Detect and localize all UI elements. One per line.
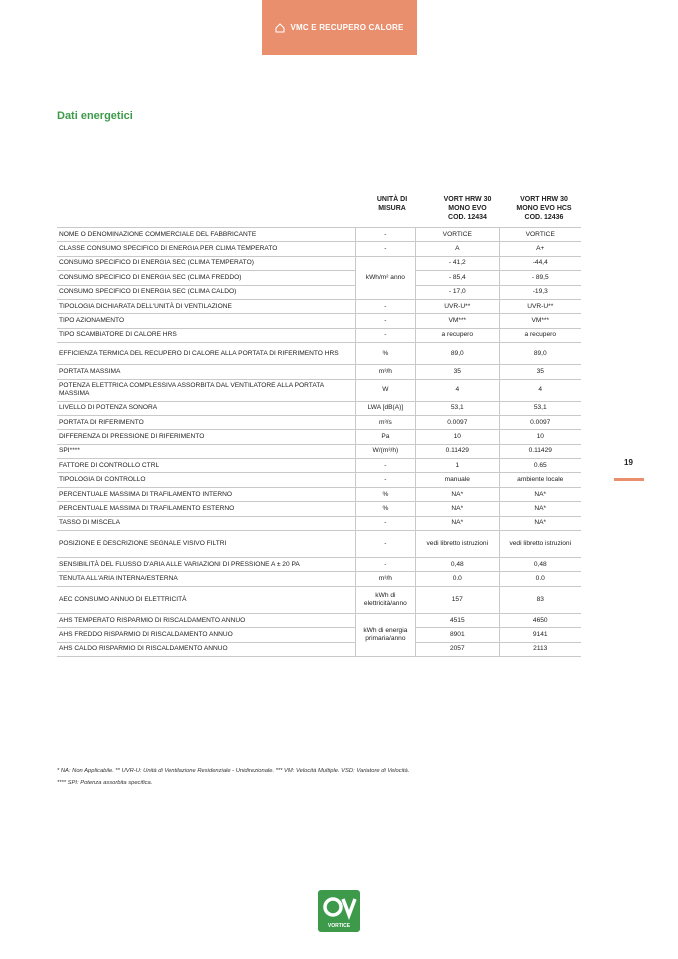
row-label: LIVELLO DI POTENZA SONORA	[57, 401, 355, 415]
model1-code: COD. 12434	[448, 214, 487, 221]
row-value-model1: 0.11429	[416, 444, 499, 458]
row-label: POSIZIONE E DESCRIZIONE SEGNALE VISIVO FILTRI	[57, 531, 355, 558]
row-unit: Pa	[355, 430, 415, 444]
row-value-model1: 89,0	[416, 343, 499, 365]
model2-code: COD. 12436	[524, 214, 564, 221]
row-value-model1: 1	[416, 459, 499, 473]
row-unit: -	[355, 473, 415, 487]
row-value-model1: 4	[416, 379, 499, 401]
row-unit: %	[355, 502, 415, 516]
row-unit: kWh/m² anno	[355, 256, 415, 299]
row-unit: m³/h	[355, 365, 415, 379]
row-unit: -	[355, 314, 415, 328]
table-row	[57, 365, 581, 379]
table-row	[57, 328, 581, 342]
table-row	[57, 531, 581, 558]
row-label: TENUTA ALL'ARIA INTERNA/ESTERNA	[57, 572, 355, 586]
row-value-model2: 0,48	[499, 558, 581, 572]
table-row	[57, 285, 581, 299]
row-label: AHS CALDO RISPARMIO DI RISCALDAMENTO ANNUO	[57, 642, 355, 656]
row-value-model2: vedi libretto istruzioni	[499, 531, 581, 558]
row-label: AHS TEMPERATO RISPARMIO DI RISCALDAMENTO ANNUO	[57, 613, 355, 627]
table-row	[57, 444, 581, 458]
row-value-model2: -44,4	[499, 256, 581, 270]
row-value-model2: 53,1	[499, 401, 581, 415]
row-unit: -	[355, 558, 415, 572]
row-label: AEC CONSUMO ANNUO DI ELETTRICITÀ	[57, 586, 355, 613]
row-label: SPI****	[57, 444, 355, 458]
table-row	[57, 473, 581, 487]
row-value-model1: 10	[416, 430, 499, 444]
row-value-model1: VORTICE	[416, 228, 499, 242]
table-row	[57, 642, 581, 656]
energy-data-table	[57, 227, 581, 657]
page-number-accent	[614, 478, 644, 481]
row-label: FATTORE DI CONTROLLO CTRL	[57, 459, 355, 473]
row-value-model1: 0.0097	[416, 415, 499, 429]
row-value-model1: 2057	[416, 642, 499, 656]
row-value-model1: 4515	[416, 613, 499, 627]
row-label: NOME O DENOMINAZIONE COMMERCIALE DEL FABBRICANTE	[57, 228, 355, 242]
section-tab-label: VMC E RECUPERO CALORE	[290, 23, 404, 32]
model1-variant: MONO EVO	[448, 205, 487, 212]
row-unit: -	[355, 242, 415, 256]
row-value-model2: 35	[499, 365, 581, 379]
logo-text: VORTICE	[327, 923, 351, 929]
row-label: POTENZA ELETTRICA COMPLESSIVA ASSORBITA DAL VENTILATORE ALLA PORTATA MASSIMA	[57, 379, 355, 401]
row-value-model2: 4	[499, 379, 581, 401]
row-label: EFFICIENZA TERMICA DEL RECUPERO DI CALORE ALLA PORTATA DI RIFERIMENTO HRS	[57, 343, 355, 365]
row-value-model1: - 17,0	[416, 285, 499, 299]
row-unit: -	[355, 228, 415, 242]
row-unit: LWA [dB(A)]	[355, 401, 415, 415]
model2-column-header	[505, 195, 583, 222]
row-value-model2: 2113	[499, 642, 581, 656]
row-unit: %	[355, 343, 415, 365]
table-row	[57, 459, 581, 473]
row-value-model2: 0.0	[499, 572, 581, 586]
row-value-model2: UVR-U**	[499, 299, 581, 313]
row-label: CONSUMO SPECIFICO DI ENERGIA SEC (CLIMA TEMPERATO)	[57, 256, 355, 270]
row-unit: %	[355, 487, 415, 501]
row-value-model1: NA*	[416, 487, 499, 501]
row-value-model2: 83	[499, 586, 581, 613]
table-row	[57, 343, 581, 365]
row-value-model1: VM***	[416, 314, 499, 328]
row-value-model2: 89,0	[499, 343, 581, 365]
table-row	[57, 299, 581, 313]
row-unit: kWh di elettricità/anno	[355, 586, 415, 613]
row-value-model1: NA*	[416, 502, 499, 516]
table-row	[57, 516, 581, 530]
table-row	[57, 401, 581, 415]
table-row	[57, 430, 581, 444]
row-label: PORTATA MASSIMA	[57, 365, 355, 379]
section-tab	[262, 0, 417, 55]
table-row	[57, 379, 581, 401]
row-label: CONSUMO SPECIFICO DI ENERGIA SEC (CLIMA FREDDO)	[57, 271, 355, 285]
row-unit: -	[355, 459, 415, 473]
row-unit: -	[355, 516, 415, 530]
row-value-model1: manuale	[416, 473, 499, 487]
row-value-model1: UVR-U**	[416, 299, 499, 313]
row-label: CLASSE CONSUMO SPECIFICO DI ENERGIA PER CLIMA TEMPERATO	[57, 242, 355, 256]
row-label: TIPO SCAMBIATORE DI CALORE HRS	[57, 328, 355, 342]
row-label: PERCENTUALE MASSIMA DI TRAFILAMENTO INTERNO	[57, 487, 355, 501]
row-value-model1: - 85,4	[416, 271, 499, 285]
table-row	[57, 256, 581, 270]
row-label: AHS FREDDO RISPARMIO DI RISCALDAMENTO ANNUO	[57, 628, 355, 642]
footnote-1: * NA: Non Applicabile. ** UVR-U: Unità di Ventilazione Residenziale - Unidirezionale. *** VM: Velocità Multiple. VSD: Variatore di Velocità.	[57, 768, 410, 774]
row-value-model1: 0.0	[416, 572, 499, 586]
table-row	[57, 228, 581, 242]
row-value-model1: 0,48	[416, 558, 499, 572]
table-row	[57, 558, 581, 572]
row-value-model1: - 41,2	[416, 256, 499, 270]
row-unit: W/(m³/h)	[355, 444, 415, 458]
row-value-model2: 0.11429	[499, 444, 581, 458]
row-label: PERCENTUALE MASSIMA DI TRAFILAMENTO ESTERNO	[57, 502, 355, 516]
row-value-model1: A	[416, 242, 499, 256]
table-row	[57, 314, 581, 328]
table-row	[57, 502, 581, 516]
model1-column-header	[430, 195, 505, 222]
row-value-model2: A+	[499, 242, 581, 256]
page-title: Dati energetici	[57, 110, 133, 122]
page-number: 19	[624, 458, 633, 467]
row-label: PORTATA DI RIFERIMENTO	[57, 415, 355, 429]
row-label: TASSO DI MISCELA	[57, 516, 355, 530]
row-value-model2: VORTICE	[499, 228, 581, 242]
row-value-model2: -19,3	[499, 285, 581, 299]
footnotes	[57, 765, 409, 789]
row-label: DIFFERENZA DI PRESSIONE DI RIFERIMENTO	[57, 430, 355, 444]
table-row	[57, 572, 581, 586]
row-label: TIPOLOGIA DICHIARATA DELL'UNITÀ DI VENTILAZIONE	[57, 299, 355, 313]
table-row	[57, 586, 581, 613]
model2-name: VORT HRW 30	[520, 196, 568, 203]
row-value-model2: 0.65	[499, 459, 581, 473]
row-value-model1: vedi libretto istruzioni	[416, 531, 499, 558]
vortice-logo	[318, 890, 360, 932]
row-unit: -	[355, 531, 415, 558]
row-value-model2: ambiente locale	[499, 473, 581, 487]
model1-name: VORT HRW 30	[443, 196, 492, 203]
unit-column-header	[352, 195, 432, 213]
row-value-model1: 35	[416, 365, 499, 379]
model2-variant: MONO EVO HCS	[516, 205, 572, 212]
footnote-2: **** SPI: Potenza assorbita specifica.	[57, 780, 153, 786]
row-label: SENSIBILITÀ DEL FLUSSO D'ARIA ALLE VARIAZIONI DI PRESSIONE A ± 20 PA	[57, 558, 355, 572]
table-row	[57, 613, 581, 627]
row-value-model2: VM***	[499, 314, 581, 328]
table-row	[57, 415, 581, 429]
row-unit: m³/h	[355, 572, 415, 586]
table-row	[57, 271, 581, 285]
row-unit: kWh di energia primaria/anno	[355, 613, 415, 656]
row-value-model2: NA*	[499, 502, 581, 516]
row-value-model1: 53,1	[416, 401, 499, 415]
row-label: TIPOLOGIA DI CONTROLLO	[57, 473, 355, 487]
unit-header-label: UNITÀ DI MISURA	[376, 196, 408, 212]
row-value-model2: - 89,5	[499, 271, 581, 285]
row-unit: m³/s	[355, 415, 415, 429]
row-value-model1: 8901	[416, 628, 499, 642]
row-value-model2: NA*	[499, 487, 581, 501]
table-row	[57, 242, 581, 256]
row-value-model2: 10	[499, 430, 581, 444]
row-value-model2: 4650	[499, 613, 581, 627]
table-row	[57, 487, 581, 501]
row-label: CONSUMO SPECIFICO DI ENERGIA SEC (CLIMA CALDO)	[57, 285, 355, 299]
house-icon	[275, 23, 285, 33]
row-unit: -	[355, 328, 415, 342]
row-value-model1: NA*	[416, 516, 499, 530]
row-value-model2: a recupero	[499, 328, 581, 342]
row-value-model1: a recupero	[416, 328, 499, 342]
table-row	[57, 628, 581, 642]
row-value-model2: 0.0097	[499, 415, 581, 429]
row-value-model1: 157	[416, 586, 499, 613]
row-label: TIPO AZIONAMENTO	[57, 314, 355, 328]
row-value-model2: NA*	[499, 516, 581, 530]
row-value-model2: 9141	[499, 628, 581, 642]
row-unit: -	[355, 299, 415, 313]
row-unit: W	[355, 379, 415, 401]
